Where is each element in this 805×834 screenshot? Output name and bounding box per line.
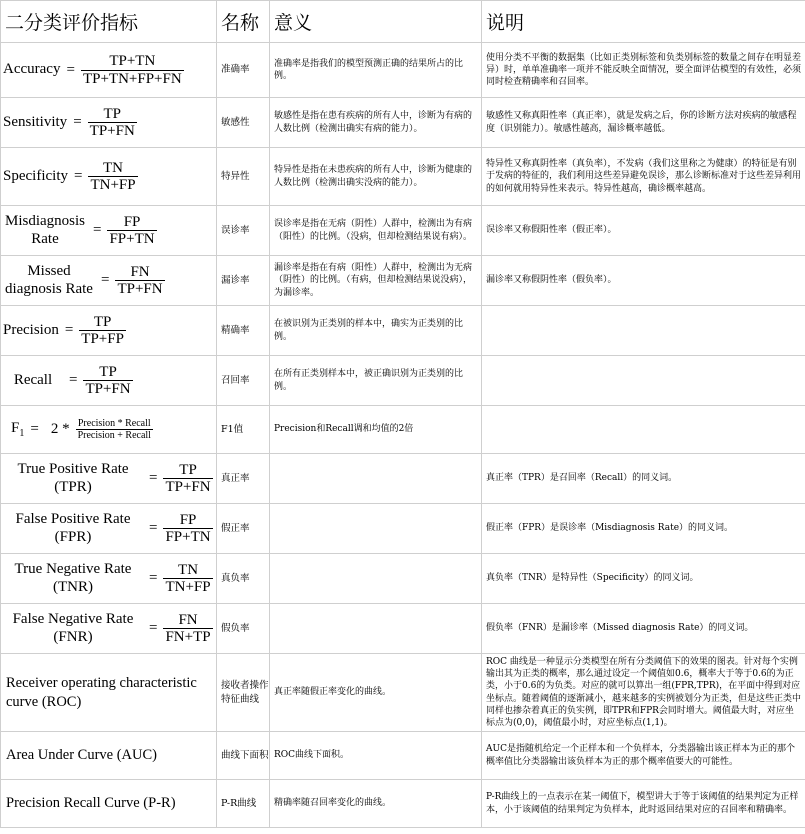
denominator: TN+FP (165, 579, 211, 595)
metric-formula (1, 732, 217, 780)
header-meaning: 意义 (270, 1, 482, 43)
equals-sign: = (149, 570, 158, 586)
table-row (1, 43, 805, 98)
metric-formula (1, 306, 217, 356)
numerator: TP (179, 461, 197, 478)
metric-formula (1, 554, 217, 604)
metric-formula (1, 43, 217, 98)
equals-sign: = (64, 322, 74, 338)
metric-note: ROC 曲线是一种显示分类模型在所有分类阈值下的效果的图表。针对每个实例输出其为正类的概率，那么通过设定一个阈值如0.6，概率大于等于0.6的为正类，小于0.6的为负类。对应的就可以算出一组(FPR,TPR)，在平面中得到对应坐标点。随着阈值的逐渐减小，越来越多的实例被划分为正类，但是这些正类中同样也掺杂着真正的负实例，即TPR和FPR会同时增大。阈值最大时，对应坐标点为(0,0)，阈值最小时，对应坐标点(1,1)。 (482, 654, 805, 732)
table-row (1, 406, 805, 454)
metric-name: F1值 (217, 406, 270, 454)
metric-note: 误诊率又称假阳性率（假正率）。 (482, 206, 805, 256)
metric-note: 真负率（TNR）是特异性（Specificity）的同义词。 (482, 554, 805, 604)
denominator: TN+FP (90, 177, 136, 193)
metric-meaning (270, 604, 482, 654)
table-row (1, 256, 805, 306)
numerator: FN (178, 611, 198, 628)
metric-note: 假负率（FNR）是漏诊率（Missed diagnosis Rate）的同义词。 (482, 604, 805, 654)
denominator: Precision + Recall (77, 430, 151, 441)
equals-sign: = (30, 421, 39, 437)
metric-name: 误诊率 (217, 206, 270, 256)
metric-note (482, 356, 805, 406)
metric-label: Misdiagnosis Rate (4, 213, 85, 247)
metric-meaning (270, 454, 482, 504)
numerator: TP (103, 105, 121, 122)
metric-name: 精确率 (217, 306, 270, 356)
denominator: FP+TN (109, 231, 155, 247)
equals-sign: = (149, 520, 158, 536)
metric-formula (1, 406, 217, 454)
table-row (1, 504, 805, 554)
denominator: FN+TP (165, 629, 211, 645)
metric-name: 假正率 (217, 504, 270, 554)
metric-label: Precision Recall Curve (P-R) (6, 795, 176, 812)
metric-note: P-R曲线上的一点表示在某一阈值下，模型讲大于等于该阈值的结果判定为正样本，小于该阈值的结果判定为负样本，此时返回结果对应的召回率和精确率。 (482, 780, 805, 828)
metric-meaning: 漏诊率是指在有病（阳性）人群中，检测出为无病（阴性）的比例。（有病，但却检测结果说没病），为漏诊率。 (270, 256, 482, 306)
header-note: 说明 (482, 1, 805, 43)
denominator: TP+FP (81, 331, 124, 347)
metric-label: False Negative Rate (FNR) (12, 611, 134, 645)
numerator: Precision * Recall (77, 418, 151, 429)
metric-label: Missed diagnosis Rate (5, 263, 93, 297)
metric-label: Precision (3, 321, 59, 338)
metric-name: 敏感性 (217, 98, 270, 148)
metric-note: 假正率（FPR）是误诊率（Misdiagnosis Rate）的同义词。 (482, 504, 805, 554)
table-row (1, 148, 805, 206)
metric-formula (1, 504, 217, 554)
metric-meaning: 误诊率是指在无病（阴性）人群中，检测出为有病（阳性）的比例。（没病，但却检测结果说有病）。 (270, 206, 482, 256)
table-row (1, 554, 805, 604)
table-row (1, 604, 805, 654)
metric-meaning: 在被识别为正类别的样本中，确实为正类别的比例。 (270, 306, 482, 356)
metric-note: AUC是指随机给定一个正样本和一个负样本，分类器输出该正样本为正的那个概率值比分类器输出该负样本为正的那个概率值要大的可能性。 (482, 732, 805, 780)
numerator: FN (130, 263, 150, 280)
metric-name: 曲线下面积 (217, 732, 270, 780)
metric-meaning: 准确率是指我们的模型预测正确的结果所占的比例。 (270, 43, 482, 98)
metric-label: Recall (13, 371, 53, 388)
metric-label: False Positive Rate (FPR) (15, 511, 131, 545)
table-row (1, 206, 805, 256)
metric-note (482, 406, 805, 454)
metric-meaning (270, 504, 482, 554)
equals-sign: = (69, 372, 78, 388)
header-name: 名称 (217, 1, 270, 43)
equals-sign: = (93, 222, 102, 238)
equals-sign: = (73, 168, 83, 184)
metric-name: 真正率 (217, 454, 270, 504)
metric-note: 使用分类不平衡的数据集（比如正类别标签和负类别标签的数量之间存在明显差异）时，单单准确率一项并不能反映全面情况，要全面评估模型的有效性，必须同时检查精确率和召回率。 (482, 43, 805, 98)
header-metric: 二分类评价指标 (1, 1, 217, 43)
numerator: TN (103, 159, 124, 176)
metric-note: 特异性又称真阴性率（真负率），不发病（我们这里称之为健康）的特征是有别于发病的特征的，我们利用这些差异避免误诊，那么诊断标准对于这些差异利用的如何就用特异性来表示。特异性越高，确诊概率越高。 (482, 148, 805, 206)
metric-formula (1, 256, 217, 306)
numerator: TN (178, 561, 199, 578)
metric-meaning: 精确率随召回率变化的曲线。 (270, 780, 482, 828)
metric-formula (1, 454, 217, 504)
denominator: TP+FN (117, 281, 163, 297)
metric-note (482, 306, 805, 356)
metric-meaning (270, 554, 482, 604)
metric-name: 接收者操作特征曲线 (217, 654, 270, 732)
metric-meaning: 特异性是指在未患疾病的所有人中，诊断为健康的人数比例（检测出确实没病的能力）。 (270, 148, 482, 206)
header-row (1, 1, 805, 43)
numerator: TP (99, 363, 117, 380)
metric-name: P-R曲线 (217, 780, 270, 828)
table-row (1, 98, 805, 148)
metric-label: Area Under Curve (AUC) (6, 747, 157, 764)
metric-name: 真负率 (217, 554, 270, 604)
denominator: TP+TN+FP+FN (82, 70, 182, 87)
metric-label: Sensitivity (3, 113, 68, 130)
denominator: TP+FN (89, 123, 135, 139)
metric-label: True Negative Rate (TNR) (14, 561, 132, 595)
metric-meaning: ROC曲线下面积。 (270, 732, 482, 780)
metric-name: 假负率 (217, 604, 270, 654)
equals-sign: = (101, 272, 110, 288)
denominator: TP+FN (85, 381, 131, 397)
denominator: FP+TN (165, 529, 211, 545)
equals-sign: = (66, 61, 75, 78)
table-row (1, 356, 805, 406)
metric-name: 准确率 (217, 43, 270, 98)
metric-name: 特异性 (217, 148, 270, 206)
metric-label: Specificity (3, 167, 68, 184)
table-row (1, 780, 805, 828)
denominator: TP+FN (165, 479, 211, 495)
metric-formula (1, 356, 217, 406)
f-symbol: F (11, 419, 20, 436)
metric-meaning: 真正率随假正率变化的曲线。 (270, 654, 482, 732)
metric-note: 真正率（TPR）是召回率（Recall）的同义词。 (482, 454, 805, 504)
metric-label: Accuracy (3, 61, 61, 78)
metric-label: Receiver operating characteristic curve (ROC) (6, 674, 197, 710)
table-row (1, 454, 805, 504)
metric-label (11, 420, 24, 440)
metric-meaning: 敏感性是指在患有疾病的所有人中，诊断为有病的人数比例（检测出确实有病的能力）。 (270, 98, 482, 148)
metric-meaning: Precision和Recall调和均值的2倍 (270, 406, 482, 454)
metric-name: 召回率 (217, 356, 270, 406)
coefficient: 2 * (50, 421, 70, 437)
metric-note: 漏诊率又称假阴性率（假负率）。 (482, 256, 805, 306)
metric-formula (1, 604, 217, 654)
metric-formula (1, 206, 217, 256)
metric-meaning: 在所有正类别样本中，被正确识别为正类别的比例。 (270, 356, 482, 406)
metric-formula (1, 654, 217, 732)
equals-sign: = (149, 470, 158, 486)
equals-sign: = (149, 620, 158, 636)
numerator: TP+TN (109, 53, 156, 69)
numerator: TP (93, 313, 112, 330)
metric-label: True Positive Rate (TPR) (17, 461, 129, 495)
table-row (1, 654, 805, 732)
metric-note: 敏感性又称真阳性率（真正率），就是发病之后，你的诊断方法对疾病的敏感程度（识别能力）。敏感性越高，漏诊概率越低。 (482, 98, 805, 148)
equals-sign: = (73, 114, 82, 130)
numerator: FP (179, 511, 197, 528)
metric-name: 漏诊率 (217, 256, 270, 306)
metric-formula (1, 148, 217, 206)
numerator: FP (123, 213, 141, 230)
table-row (1, 306, 805, 356)
metric-formula (1, 98, 217, 148)
f-subscript: 1 (19, 427, 25, 439)
table-row (1, 732, 805, 780)
metric-formula (1, 780, 217, 828)
